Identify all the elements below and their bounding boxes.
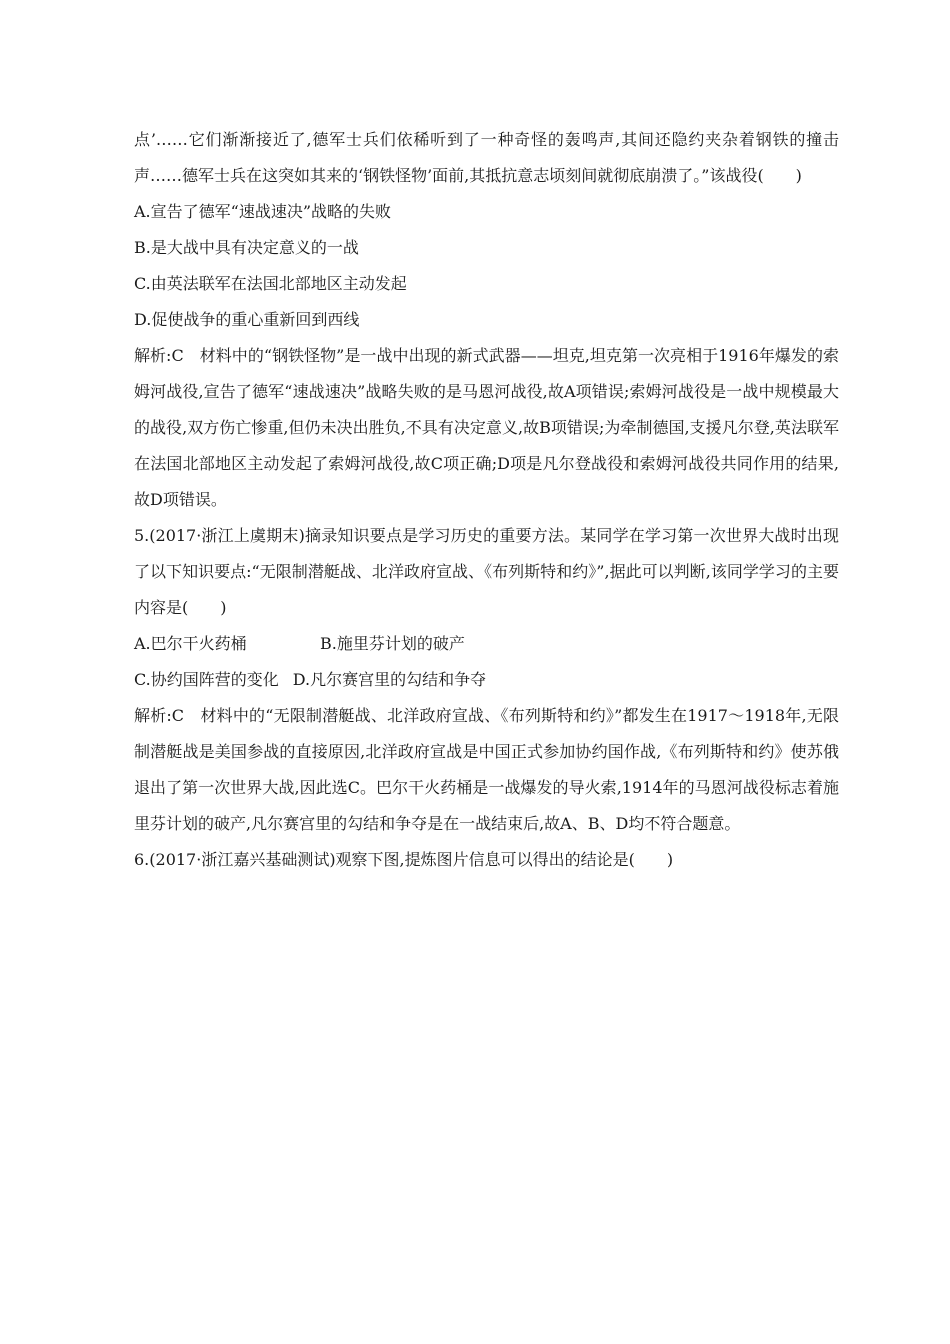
q4-option-b: B.是大战中具有决定意义的一战 (134, 238, 359, 257)
q4-option-c: C.由英法联军在法国北部地区主动发起 (134, 274, 407, 293)
q5-options-row-1 (134, 626, 839, 662)
q4-analysis: 解析:C 材料中的“钢铁怪物”是一战中出现的新式武器——坦克,坦克第一次亮相于1916年爆发的索姆河战役,宣告了德军“速战速决”战略失败的是马恩河战役,故A项错误;索姆河战役是一战中规模最大的战役,双方伤亡惨重,但仍未决出胜负,不具有决定意义,故B项错误;为牵制德国,支援凡尔登,英法联军在法国北部地区主动发起了索姆河战役,故C项正确;D项是凡尔登战役和索姆河战役共同作用的结果,故D项错误。 (134, 346, 839, 509)
q5-option-a: A.巴尔干火药桶 (134, 634, 247, 653)
question-content (134, 122, 839, 878)
q5-options-row-2 (134, 662, 839, 698)
q5-option-c: C.协约国阵营的变化 (134, 670, 279, 689)
q5-option-b: B.施里芬计划的破产 (320, 634, 465, 653)
q4-continued-text: 点’……它们渐渐接近了,德军士兵们依稀听到了一种奇怪的轰鸣声,其间还隐约夹杂着钢铁的撞击声……德军士兵在这突如其来的‘钢铁怪物’面前,其抵抗意志顷刻间就彻底崩溃了。”该战役( ) (134, 130, 839, 185)
q6-stem: 6.(2017·浙江嘉兴基础测试)观察下图,提炼图片信息可以得出的结论是( ) (134, 850, 674, 869)
q4-option-a: A.宣告了德军“速战速决”战略的失败 (134, 202, 392, 221)
q4-option-d: D.促使战争的重心重新回到西线 (134, 310, 360, 329)
q5-analysis: 解析:C 材料中的“无限制潜艇战、北洋政府宣战、《布列斯特和约》”都发生在1917～1918年,无限制潜艇战是美国参战的直接原因,北洋政府宣战是中国正式参加协约国作战,《布列斯特和约》使苏俄退出了第一次世界大战,因此选C。巴尔干火药桶是一战爆发的导火索,1914年的马恩河战役标志着施里芬计划的破产,凡尔赛宫里的勾结和争夺是在一战结束后,故A、B、D均不符合题意。 (134, 706, 839, 833)
q5-option-d: D.凡尔赛宫里的勾结和争夺 (292, 670, 487, 689)
q5-stem: 5.(2017·浙江上虞期末)摘录知识要点是学习历史的重要方法。某同学在学习第一次世界大战时出现了以下知识要点:“无限制潜艇战、北洋政府宣战、《布列斯特和约》”,据此可以判断,该同学学习的主要内容是( ) (134, 526, 839, 617)
